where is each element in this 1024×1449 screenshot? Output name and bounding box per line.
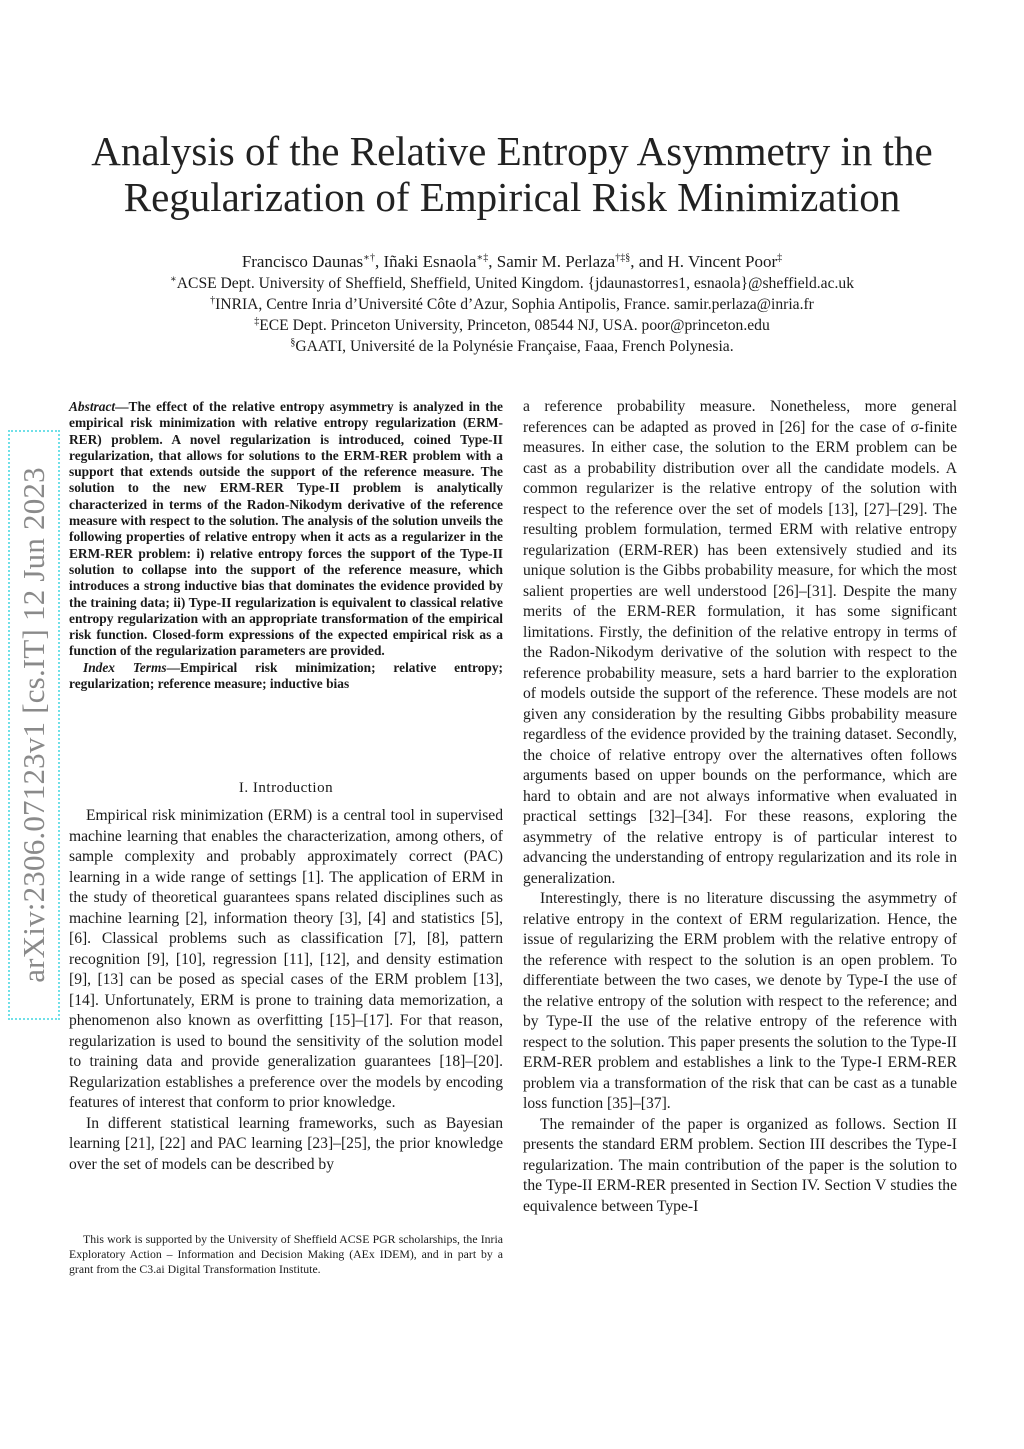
author-esnaola: , Iñaki Esnaola <box>374 252 477 271</box>
index-terms-label: Index Terms <box>83 659 167 675</box>
affiliation-princeton <box>60 315 964 336</box>
paragraph: In different statistical learning frameworks, such as Bayesian learning [21], [22] and PAC learning [23]–[25], the prior knowledge over the set of models can be described by <box>69 1114 503 1173</box>
affiliation-text: GAATI, Université de la Polynésie Française, Faaa, French Polynesia. <box>295 338 734 355</box>
arxiv-identifier: arXiv:2306.07123v1 [cs.IT] 12 Jun 2023 <box>16 467 51 983</box>
abstract-body <box>69 399 503 660</box>
paper-title: Analysis of the Relative Entropy Asymmetry in the Regularization of Empirical Risk Minimization <box>91 128 933 220</box>
affiliation-text: ACSE Dept. University of Sheffield, Sheffield, United Kingdom. {jdaunastorres1, esnaola}@sheffield.ac.uk <box>176 275 854 292</box>
affiliation-mark: † <box>210 294 216 306</box>
author-perlaza: , Samir M. Perlaza <box>488 252 616 271</box>
affiliation-gaati <box>60 336 964 357</box>
author-perlaza-marks: †‡§ <box>615 252 631 264</box>
author-poor: , and H. Vincent Poor <box>630 252 778 271</box>
abstract-text: —The effect of the relative entropy asymmetry is analyzed in the empirical risk minimization with relative entropy regularization (ERM-RER) problem. A novel regularization is introduced, coined Type-II regularization, that allows for solutions to the ERM-RER problem with a support that extends outside the support of the reference measure. The solution to the new ERM-RER Type-II problem is analytically characterized in terms of the Radon-Nikodym derivative of the reference measure with respect to the solution. The analysis of the solution unveils the following properties of relative entropy when it acts as a regularizer in the ERM-RER problem: i) relative entropy forces the support of the Type-II solution to collapse into the support of the reference measure, which introduces a strong inductive bias that dominates the evidence provided by the training data; ii) Type-II regularization is equivalent to classical relative entropy regularization with an appropriate transformation of the empirical risk function. Closed-form expressions of the expected empirical risk as a function of the regularization parameters are provided. <box>69 399 503 659</box>
affiliation-text: INRIA, Centre Inria d’Université Côte d’Azur, Sophia Antipolis, France. samir.perlaza@inria.fr <box>215 296 814 313</box>
affiliation-mark: § <box>290 336 296 348</box>
author-line <box>60 251 964 273</box>
abstract-label: Abstract <box>69 399 116 414</box>
abstract <box>69 399 503 692</box>
affiliation-mark: ‡ <box>254 315 260 327</box>
footnote-text: This work is supported by the University of Sheffield ACSE PGR scholarships, the Inria Exploratory Action – Information and Decision Making (AEx IDEM), and in part by a grant from the C3.ai Digital Transformation Institute. <box>69 1232 503 1276</box>
index-terms-text: —Empirical risk minimization; relative entropy; regularization; reference measure; inductive bias <box>69 659 503 692</box>
paragraph: a reference probability measure. Nonetheless, more general references can be adapted as proved in [26] for the case of σ-finite measures. In either case, the solution to the ERM problem can be cast as a probability distribution over all the candidate models. A common regularizer is the relative entropy of the solution with respect to the reference over the set of models [13], [27]–[29]. The resulting problem formulation, termed ERM with relative entropy regularization (ERM-RER) has been extensively studied and its unique solution is the Gibbs probability measure, for which the most salient properties are well understood [26]–[31]. Despite the many merits of the ERM-RER formulation, it has some significant limitations. Firstly, the definition of the relative entropy in terms of the Radon-Nikodym derivative of the solution with respect to the reference probability measure, sets a hard barrier to the exploration of models outside the support of the reference. These models are not given any consideration by the resulting Gibbs probability measure regardless of the evidence provided by the training dataset. Secondly, the choice of relative entropy over the alternatives often follows arguments based on upper bounds on the performance, which are hard to obtain and are not always informative when evaluated in practical settings [32]–[34]. For these reasons, exploring the asymmetry of the relative entropy is of particular interest to advancing the understanding of entropy regularization and its role in generalization. <box>523 398 957 887</box>
index-terms <box>69 660 503 693</box>
section-heading-introduction: I. Introduction <box>238 780 334 796</box>
affiliation-mark: ∗ <box>169 273 177 285</box>
affiliation-text: ECE Dept. Princeton University, Princeton, 08544 NJ, USA. poor@princeton.edu <box>259 317 770 334</box>
author-daunas: Francisco Daunas <box>241 252 364 271</box>
author-poor-marks: ‡ <box>777 252 783 264</box>
right-column-body <box>523 397 957 1217</box>
paragraph: The remainder of the paper is organized as follows. Section II presents the standard ERM problem. Section III describes the Type-I regularization. The main contribution of the paper is the solution to the Type-II ERM-RER presented in Section IV. Section V studies the equivalence between Type-I <box>523 1115 957 1215</box>
affiliation-inria <box>60 294 964 315</box>
author-daunas-marks: ∗† <box>363 252 375 264</box>
arxiv-stamp <box>8 430 60 1020</box>
affiliation-sheffield <box>60 273 964 294</box>
paragraph: Interestingly, there is no literature discussing the asymmetry of relative entropy in the context of ERM regularization. Hence, the issue of regularizing the ERM problem with the relative entropy of the reference with respect to the solution is an open problem. To differentiate between the two cases, we denote by Type-I the use of the relative entropy of the solution with respect to the reference; and by Type-II the use of the relative entropy of the reference with respect to the solution. This paper presents the solution to the Type-II ERM-RER problem and establishes a link to the Type-I ERM-RER problem via a transformation of the risk that can be cast as a tunable loss function [35]–[37]. <box>523 890 957 1112</box>
paragraph: Empirical risk minimization (ERM) is a central tool in supervised machine learning that enables the characterization, among others, of sample complexity and probably approximately correct (PAC) learning in a wide range of settings [1]. The application of ERM in the study of theoretical guarantees spans related disciplines such as machine learning [2], information theory [3], [4] and statistics [5], [6]. Classical problems such as classification [7], [8], pattern recognition [9], [10], regression [11], [12], and density estimation [9], [13] can be posed as special cases of the ERM problem [13], [14]. Unfortunately, ERM is prone to training data memorization, a phenomenon also known as overfitting [15]–[17]. For that reason, regularization is used to bound the sensitivity of the solution model to training data and provide generalization guarantees [18]–[20]. Regularization establishes a preference over the models by encoding features of interest that conform to prior knowledge. <box>69 807 503 1111</box>
funding-footnote <box>69 1232 503 1277</box>
left-column-body <box>69 806 503 1175</box>
affiliations <box>60 273 964 357</box>
author-esnaola-marks: ∗‡ <box>476 252 489 264</box>
